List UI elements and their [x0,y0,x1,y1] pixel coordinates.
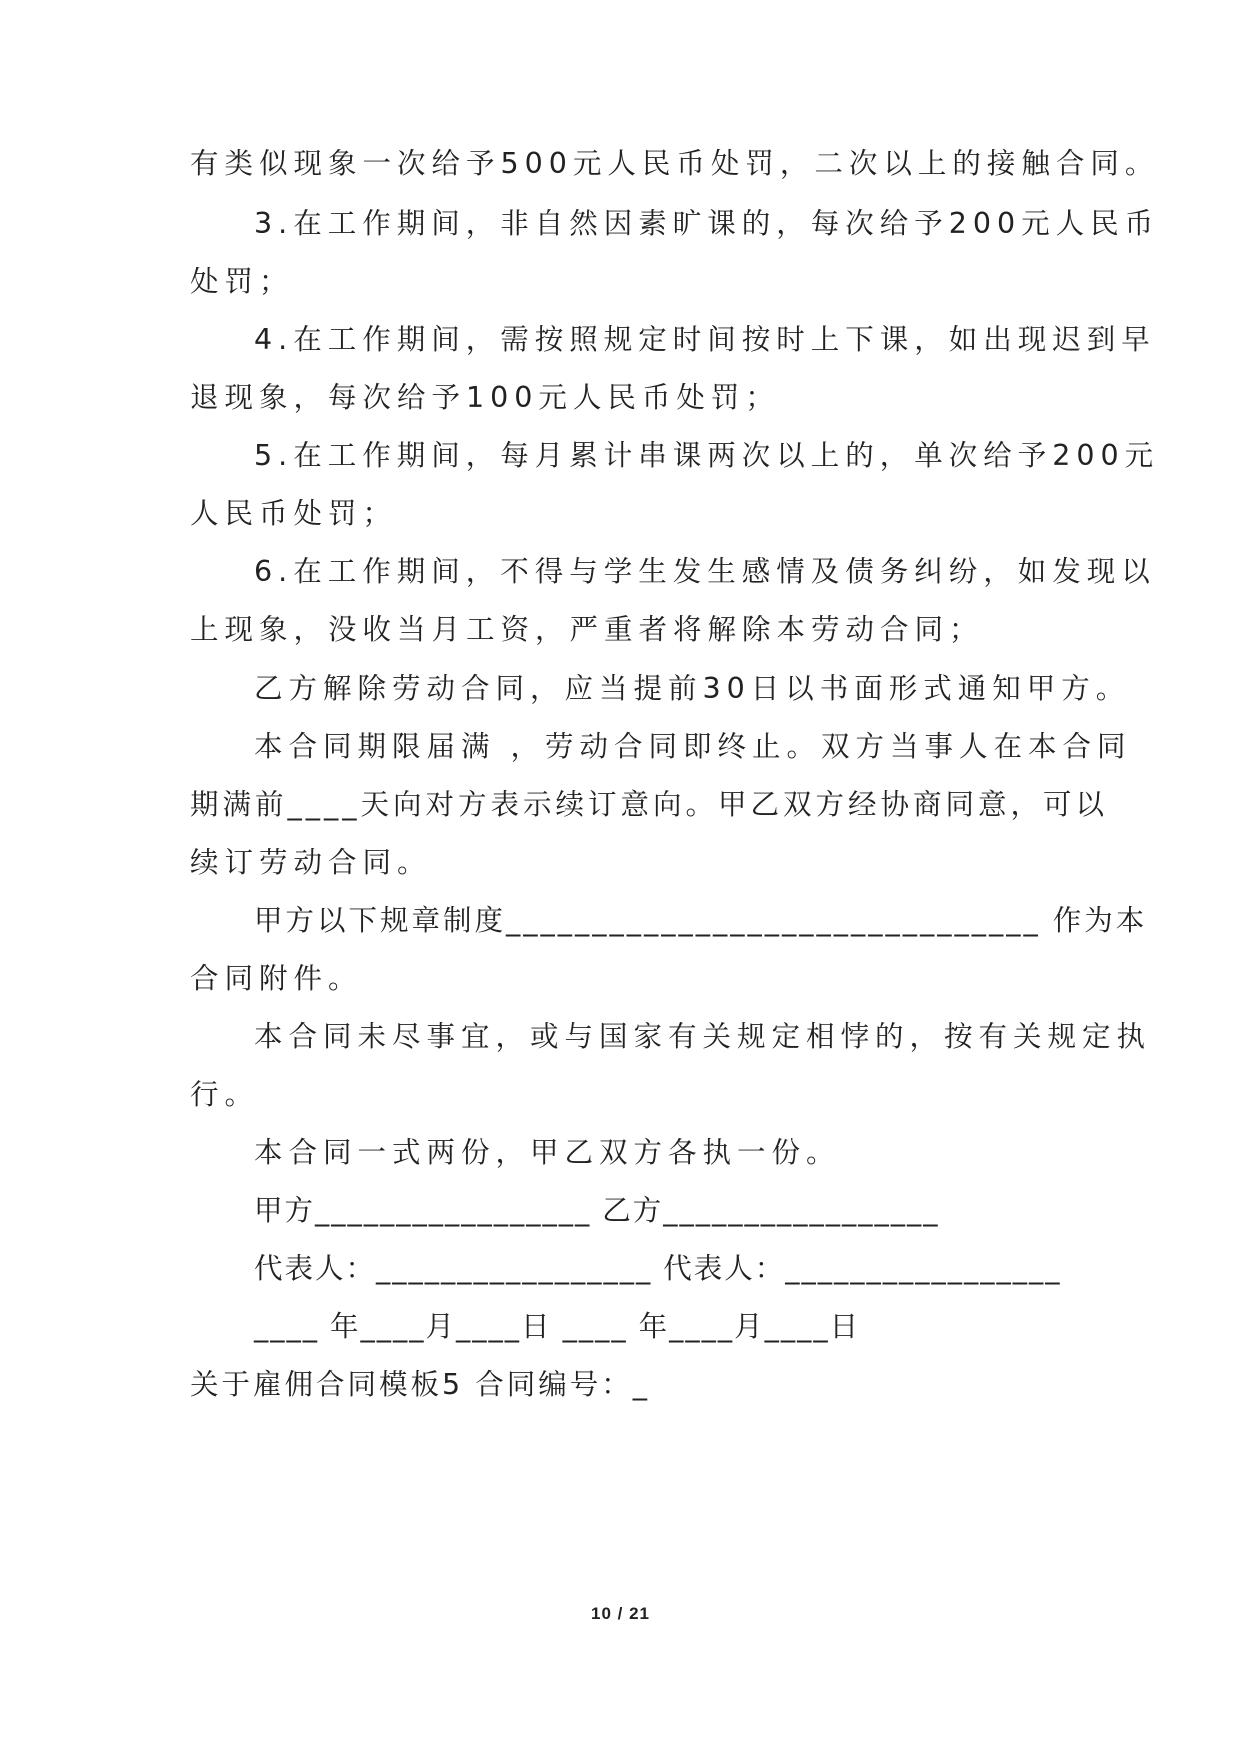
next-contract-title: 关于雇佣合同模板5 合同编号：_ [190,1368,650,1401]
clause-6-line: 6.在工作期间，不得与学生发生感情及债务纠纷，如发现以 [254,555,1156,588]
party-signature-line: 甲方_________________ 乙方_________________ [254,1194,940,1227]
paragraph-line: 上现象，没收当月工资，严重者将解除本劳动合同； [190,613,984,646]
clause-5-line: 5.在工作期间，每月累计串课两次以上的，单次给予200元 [254,439,1160,472]
representative-signature-line: 代表人：_________________ 代表人：_________________ [254,1252,1062,1285]
page-number: 10 / 21 [591,1604,650,1623]
rules-attachment-line: 甲方以下规章制度_______________________________ 作为本 [254,904,1148,937]
paragraph-line: 行。 [190,1078,260,1111]
paragraph-line: 合同附件。 [190,962,363,995]
paragraph-line: 有类似现象一次给予500元人民币处罚，二次以上的接触合同。 [190,147,1160,180]
paragraph-line: 续订劳动合同。 [190,846,432,879]
clause-3-line: 3.在工作期间，非自然因素旷课的，每次给予200元人民币 [254,207,1160,240]
paragraph-line: 人民币处罚； [190,497,398,530]
paragraph-line: 处罚； [190,265,294,298]
copies-line: 本合同一式两份，甲乙双方各执一份。 [254,1136,841,1169]
termination-notice-line: 乙方解除劳动合同，应当提前30日以书面形式通知甲方。 [254,672,1131,705]
date-signature-line: ____ 年____月____日 ____ 年____月____日 [254,1310,861,1343]
paragraph-line: 期满前____天向对方表示续订意向。甲乙双方经协商同意，可以 [190,788,1109,821]
contract-expiry-line: 本合同期限届满 ，劳动合同即终止。双方当事人在本合同 [254,730,1132,763]
unresolved-matters-line: 本合同未尽事宜，或与国家有关规定相悖的，按有关规定执 [254,1020,1152,1053]
clause-4-line: 4.在工作期间，需按照规定时间按时上下课，如出现迟到早 [254,323,1156,356]
paragraph-line: 退现象，每次给予100元人民币处罚； [190,381,780,414]
